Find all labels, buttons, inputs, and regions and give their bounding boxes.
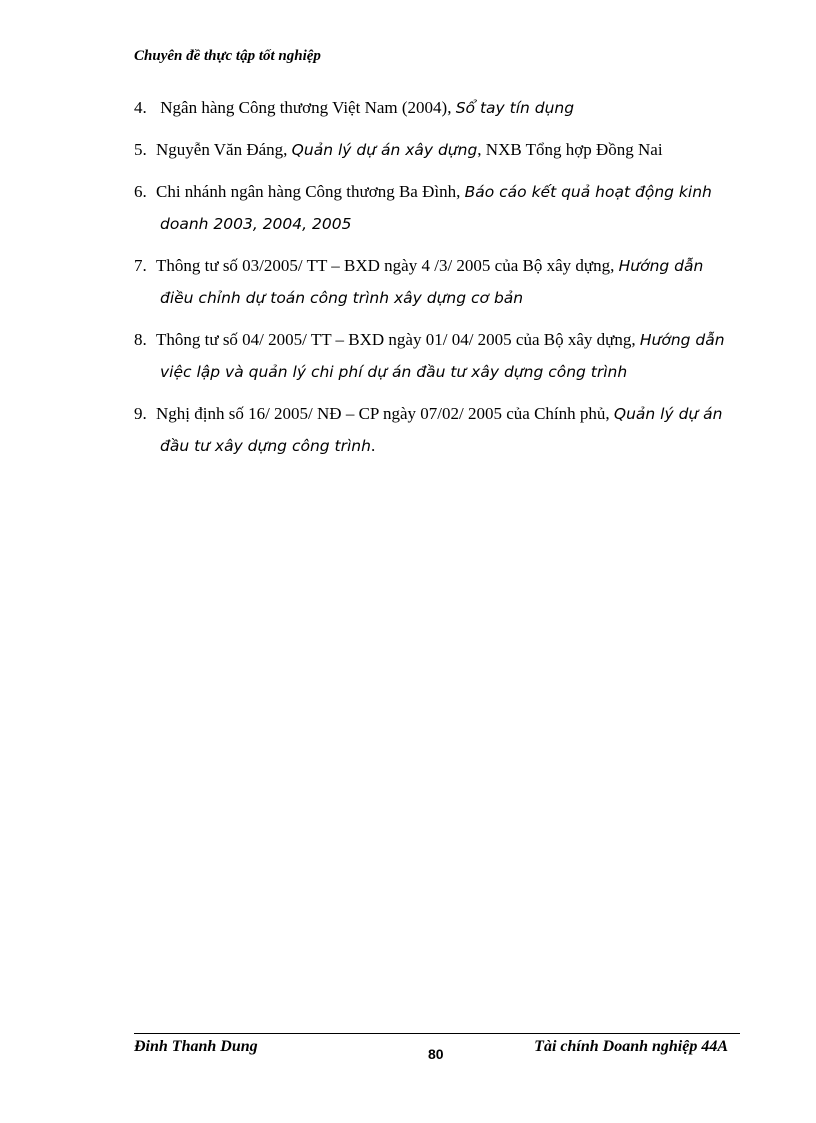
footer-class: Tài chính Doanh nghiệp 44A xyxy=(534,1038,728,1055)
reference-number: 4. xyxy=(134,98,147,117)
reference-text: Ngân hàng Công thương Việt Nam (2004), xyxy=(156,98,456,117)
reference-number: 7. xyxy=(134,256,147,275)
footer-divider xyxy=(134,1033,740,1034)
reference-text: Thông tư số 04/ 2005/ TT – BXD ngày 01/ 04/ 2005 của Bộ xây dựng, xyxy=(156,330,640,349)
reference-suffix: , NXB Tổng hợp Đồng Nai xyxy=(477,140,663,159)
reference-item xyxy=(134,398,734,462)
reference-number: 5. xyxy=(134,140,147,159)
reference-text: Nguyễn Văn Đáng, xyxy=(156,140,292,159)
reference-number: 9. xyxy=(134,404,147,423)
reference-title: Hướng dẫn việc lập và quản lý chi phí dự án đầu tư xây dựng công trình xyxy=(160,331,725,381)
reference-item xyxy=(134,324,734,388)
reference-list xyxy=(134,92,734,472)
reference-number: 8. xyxy=(134,330,147,349)
reference-item xyxy=(134,176,734,240)
reference-text: Nghị định số 16/ 2005/ NĐ – CP ngày 07/02/ 2005 của Chính phủ, xyxy=(156,404,614,423)
reference-item xyxy=(134,250,734,314)
reference-suffix: . xyxy=(370,436,376,455)
page-number: 80 xyxy=(428,1046,444,1062)
reference-title: Quản lý dự án đầu tư xây dựng công trình xyxy=(160,405,723,455)
reference-text: Chi nhánh ngân hàng Công thương Ba Đình, xyxy=(156,182,465,201)
reference-text: Thông tư số 03/2005/ TT – BXD ngày 4 /3/ 2005 của Bộ xây dựng, xyxy=(156,256,619,275)
footer-author: Đinh Thanh Dung xyxy=(134,1038,258,1055)
page-header: Chuyên đề thực tập tốt nghiệp xyxy=(134,48,321,64)
reference-item xyxy=(134,134,734,166)
reference-title: Báo cáo kết quả hoạt động kinh doanh 2003, 2004, 2005 xyxy=(160,183,712,233)
reference-title: Sổ tay tín dụng xyxy=(455,99,575,117)
reference-number: 6. xyxy=(134,182,147,201)
reference-title: Quản lý dự án xây dựng xyxy=(291,141,478,159)
reference-item xyxy=(134,92,734,124)
reference-title: Hướng dẫn điều chỉnh dự toán công trình xây dựng cơ bản xyxy=(160,257,704,307)
